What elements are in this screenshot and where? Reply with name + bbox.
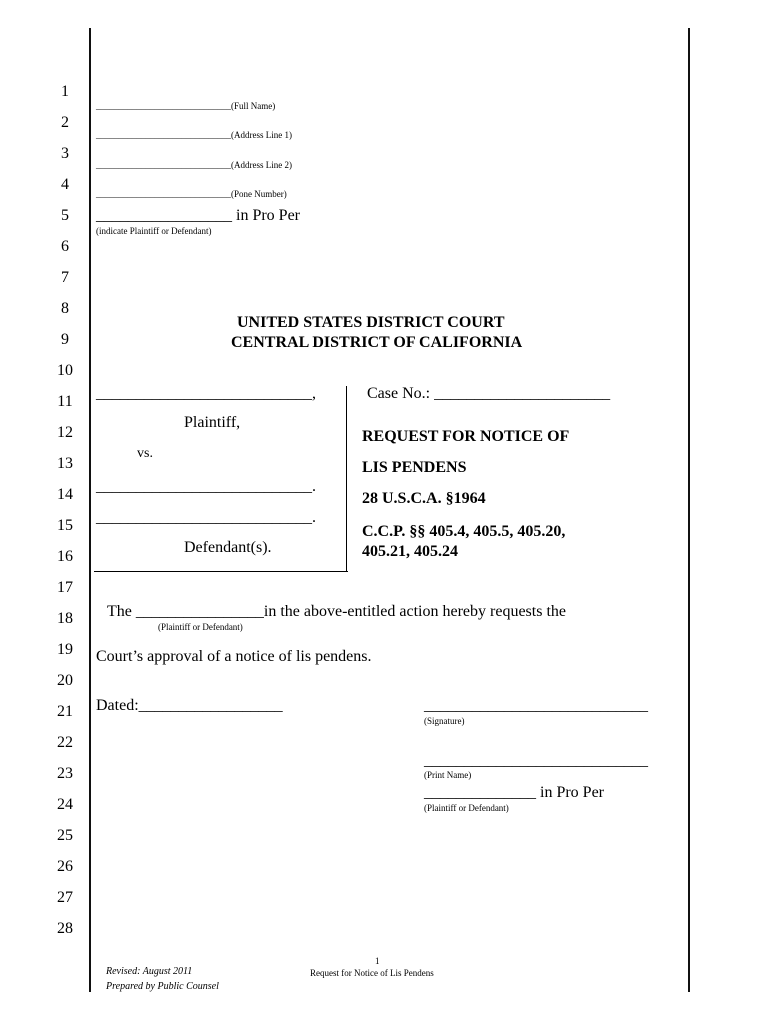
signature-field[interactable]: ____________________________ [424, 697, 648, 714]
document-title-line-1: REQUEST FOR NOTICE OF [362, 428, 570, 445]
line-number: 18 [57, 610, 73, 627]
caption-box-bottom-rule [94, 571, 348, 572]
signer-pro-per-caption: (Plaintiff or Defendant) [424, 803, 509, 813]
footer-prepared-by: Prepared by Public Counsel [106, 981, 219, 992]
line-number: 10 [57, 362, 73, 379]
line-number: 3 [61, 145, 69, 162]
defendant-name-field-1[interactable]: ___________________________. [96, 478, 316, 495]
line-number: 15 [57, 517, 73, 534]
dated-field[interactable]: Dated:__________________ [96, 697, 283, 714]
court-district: CENTRAL DISTRICT OF CALIFORNIA [231, 334, 523, 351]
vs-label: vs. [137, 446, 153, 461]
address-line-1-field[interactable]: ______________________________(Address Line 1) [96, 130, 292, 140]
defendant-label: Defendant(s). [184, 539, 272, 556]
ccp-citation-line-2: 405.21, 405.24 [362, 543, 458, 560]
line-number: 19 [57, 641, 73, 658]
pro-per-field[interactable]: _________________ in Pro Per [96, 207, 300, 224]
line-number: 14 [57, 486, 73, 503]
footer-revised: Revised: August 2011 [106, 966, 193, 977]
plaintiff-label: Plaintiff, [184, 414, 241, 431]
line-number: 16 [57, 548, 73, 565]
line-number: 5 [61, 207, 69, 224]
line-number: 6 [61, 238, 69, 255]
case-number-field[interactable]: Case No.: ______________________ [367, 385, 611, 402]
line-number: 26 [57, 858, 73, 875]
signature-caption: (Signature) [424, 716, 465, 726]
line-number: 8 [61, 300, 69, 317]
signer-pro-per-field[interactable]: ______________ in Pro Per [424, 784, 604, 801]
caption-box-divider [346, 386, 347, 571]
line-number: 24 [57, 796, 73, 813]
line-number: 4 [61, 176, 69, 193]
court-name: UNITED STATES DISTRICT COURT [237, 314, 505, 331]
statute-citation: 28 U.S.C.A. §1964 [362, 490, 486, 507]
line-number: 12 [57, 424, 73, 441]
line-number: 17 [57, 579, 73, 596]
address-line-2-field[interactable]: ______________________________(Address Line 2) [96, 160, 292, 170]
line-number: 28 [57, 920, 73, 937]
page-number: 1 [375, 956, 380, 966]
request-statement: The ________________in the above-entitled action hereby requests the [107, 603, 566, 620]
left-margin-rule [89, 28, 91, 992]
line-number: 25 [57, 827, 73, 844]
line-number: 2 [61, 114, 69, 131]
print-name-field[interactable]: ____________________________ [424, 752, 648, 769]
line-number: 27 [57, 889, 73, 906]
right-margin-rule [688, 28, 690, 992]
line-number: 22 [57, 734, 73, 751]
full-name-field[interactable]: ______________________________(Full Name) [96, 101, 276, 111]
line-number: 21 [57, 703, 73, 720]
line-number: 13 [57, 455, 73, 472]
line-number: 9 [61, 331, 69, 348]
request-party-caption: (Plaintiff or Defendant) [158, 622, 243, 632]
plaintiff-name-field[interactable]: ___________________________, [96, 385, 316, 402]
approval-statement: Court’s approval of a notice of lis pendens. [96, 648, 372, 665]
print-name-caption: (Print Name) [424, 770, 472, 780]
defendant-name-field-2[interactable]: ___________________________. [96, 509, 316, 526]
line-number: 7 [61, 269, 69, 286]
line-number: 11 [57, 393, 73, 410]
line-number: 23 [57, 765, 73, 782]
phone-number-field[interactable]: ______________________________(Pone Number) [96, 189, 287, 199]
line-number: 20 [57, 672, 73, 689]
document-title-line-2: LIS PENDENS [362, 459, 467, 476]
footer-document-title: Request for Notice of Lis Pendens [310, 968, 434, 978]
line-number: 1 [61, 83, 69, 100]
ccp-citation-line-1: C.C.P. §§ 405.4, 405.5, 405.20, [362, 523, 566, 540]
pro-per-caption: (indicate Plaintiff or Defendant) [96, 226, 212, 236]
